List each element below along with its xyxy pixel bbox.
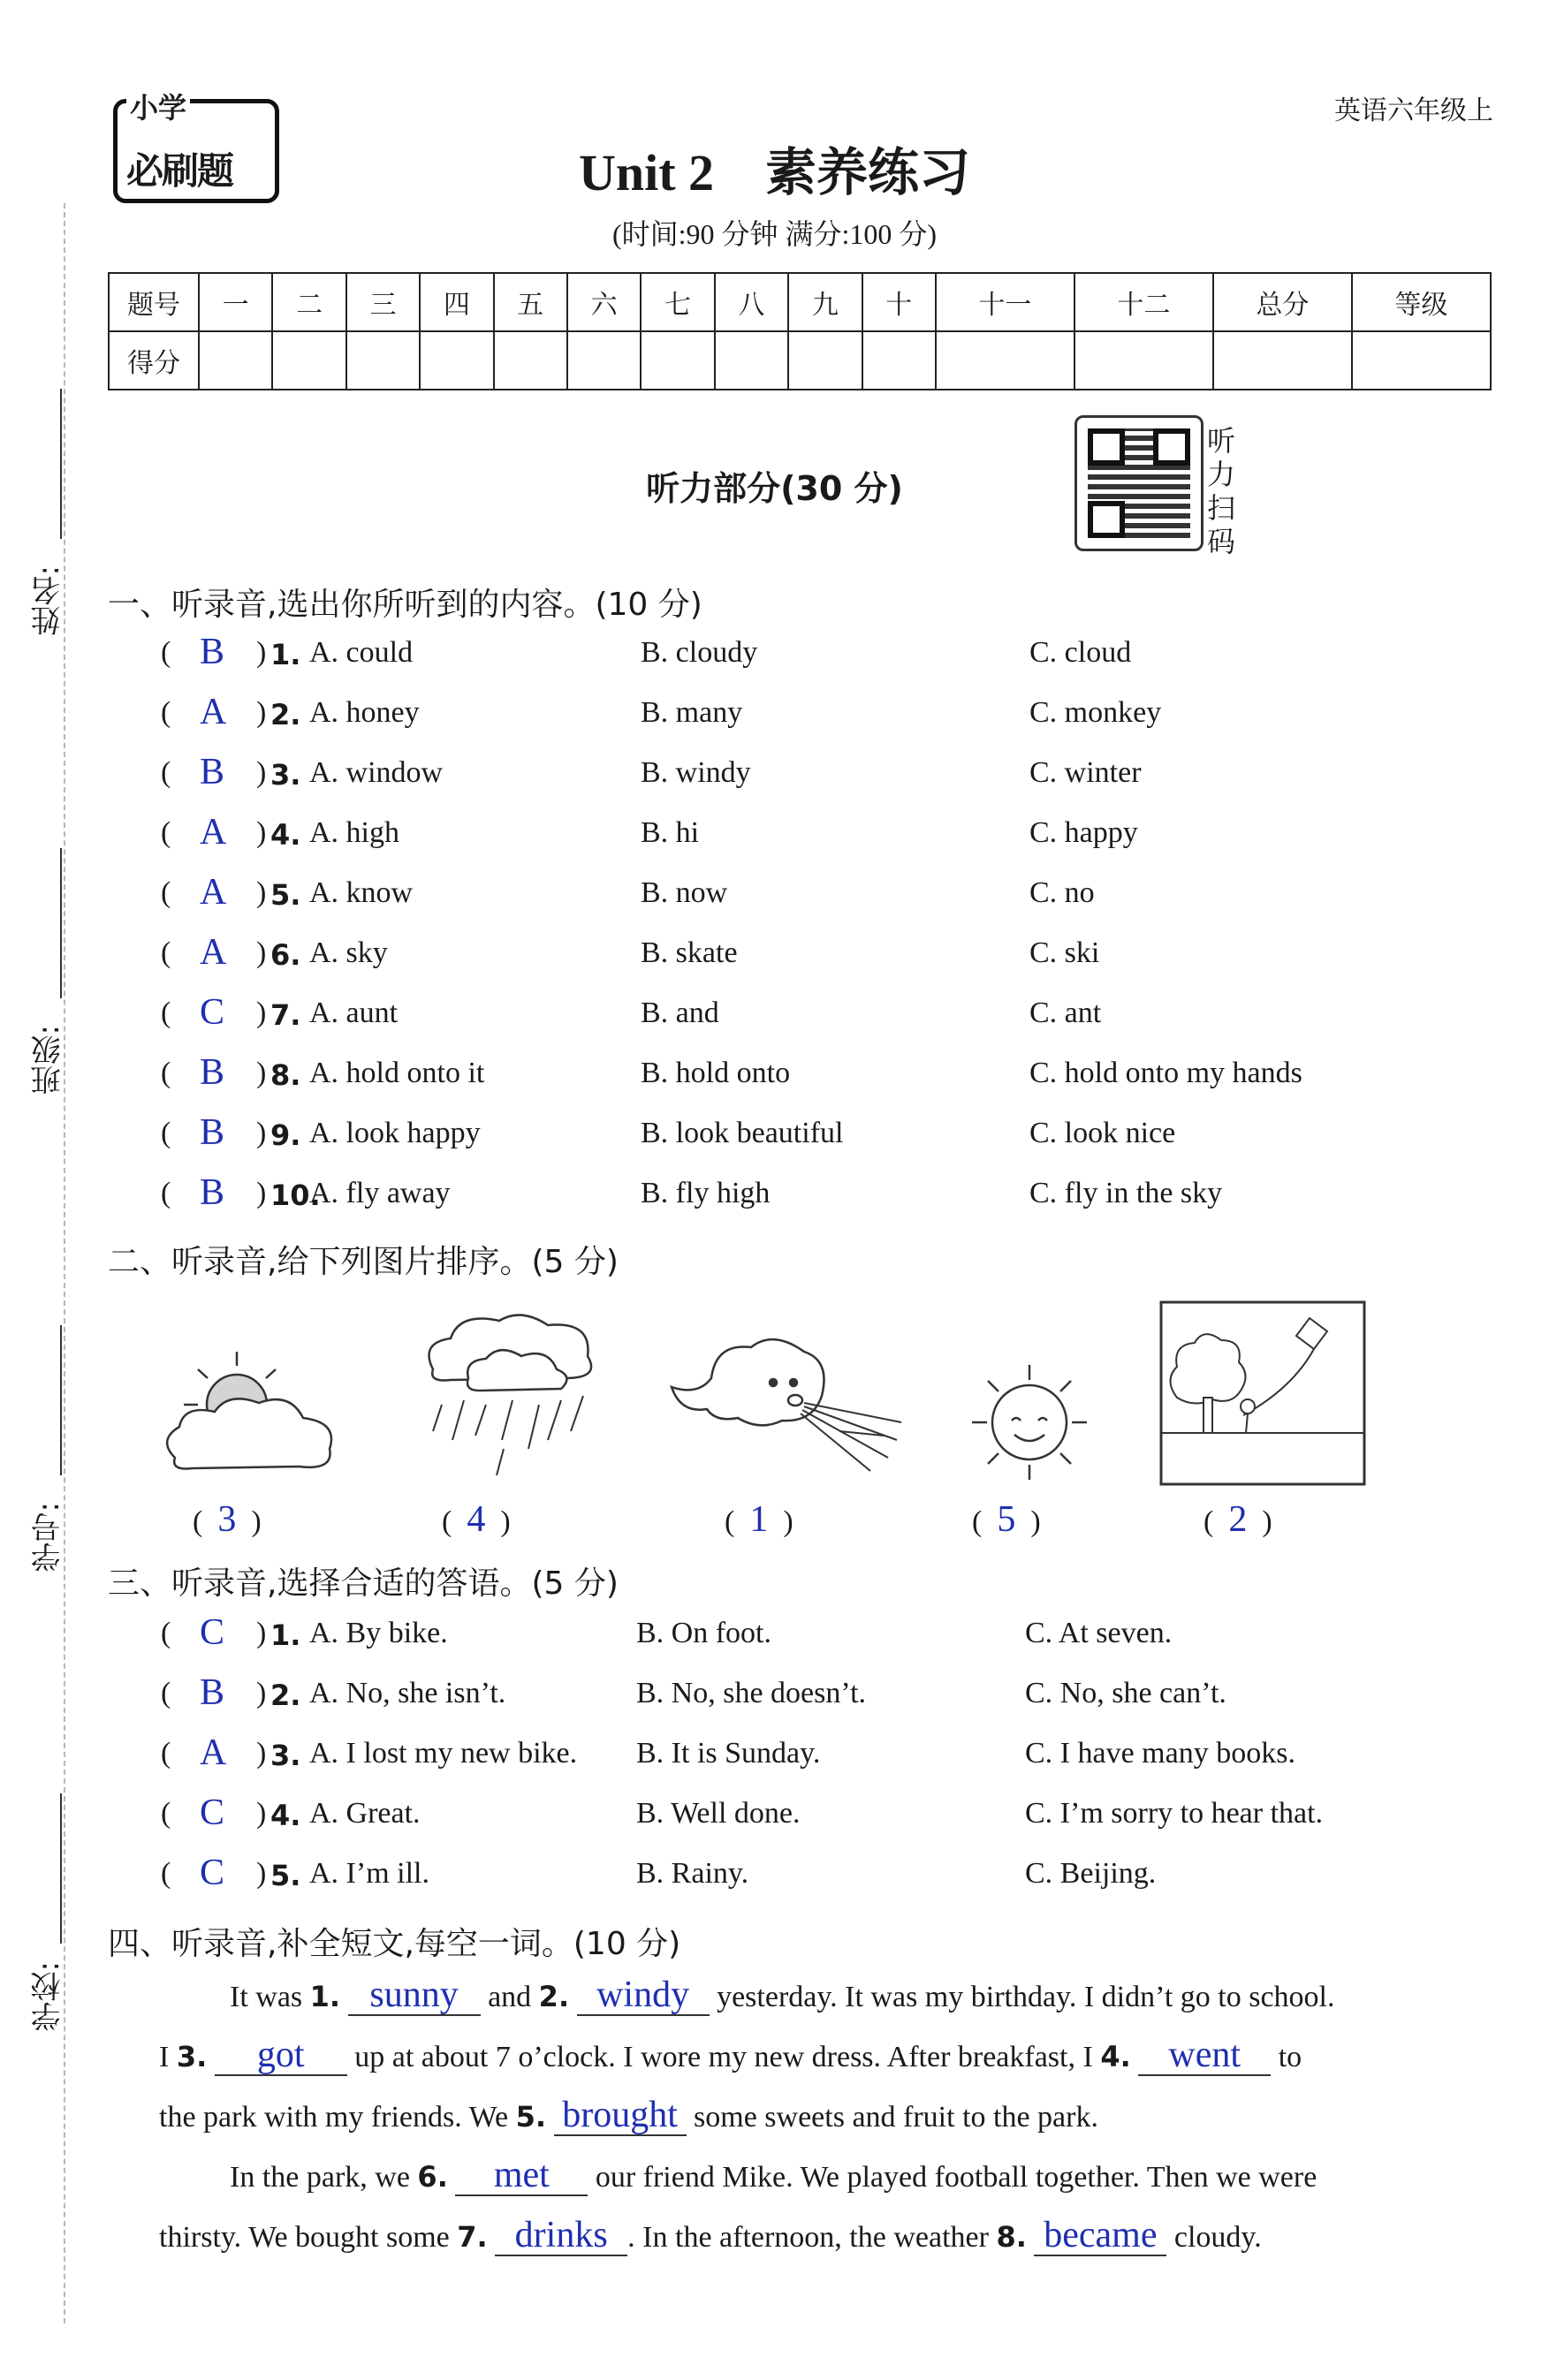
qr-code-icon[interactable] [1074, 415, 1204, 551]
qr-caption-char: 扫 [1206, 491, 1235, 525]
blank-answer[interactable]: drinks [495, 2216, 627, 2256]
question-row [159, 1052, 1484, 1110]
question-number: 10. [270, 1179, 321, 1212]
question-number: 1. [270, 638, 301, 671]
option-c[interactable]: C. At seven. [1025, 1617, 1173, 1649]
question-row [159, 1112, 1484, 1170]
picture-order-answer: ( 5 ) [972, 1499, 1041, 1540]
blank-number: 2. [538, 1980, 570, 2013]
table-col: 十一 [936, 273, 1074, 331]
paren-open: ( [161, 1177, 171, 1209]
score-cell[interactable] [1352, 331, 1491, 390]
option-a[interactable]: A. hold onto it [309, 1057, 485, 1089]
table-col: 四 [420, 273, 493, 331]
table-row-label: 得分 [109, 331, 199, 390]
order-number[interactable]: 2 [1228, 1499, 1248, 1540]
qr-caption-char: 力 [1206, 458, 1235, 491]
question-row [159, 812, 1484, 869]
question-row [159, 1172, 1484, 1230]
passage-text: the park with my friends. We [159, 2101, 516, 2134]
answer-choice[interactable]: A [200, 932, 227, 973]
question-row [159, 872, 1484, 929]
table-col: 十 [862, 273, 936, 331]
question-row [159, 1612, 1484, 1670]
question-row [159, 992, 1484, 1050]
name-label: 姓名: [31, 565, 66, 636]
picture-order-answer: ( 3 ) [193, 1499, 262, 1540]
score-cell[interactable] [199, 331, 272, 390]
page-subtitle: (时间:90 分钟 满分:100 分) [611, 218, 938, 250]
paren-open: ( [161, 1737, 171, 1770]
question-number: 3. [270, 758, 301, 792]
question-row [159, 752, 1484, 809]
score-cell[interactable] [715, 331, 788, 390]
option-b[interactable]: B. now [641, 876, 728, 909]
answer-choice[interactable]: B [200, 1172, 225, 1213]
score-cell[interactable] [272, 331, 345, 390]
option-a[interactable]: A. By bike. [309, 1617, 448, 1649]
passage-text: yesterday. It was my birthday. I didn’t go to school. [709, 1981, 1335, 2013]
table-col: 六 [567, 273, 641, 331]
option-a[interactable]: A. fly away [309, 1177, 451, 1209]
option-b[interactable]: B. Well done. [636, 1797, 801, 1830]
order-number[interactable]: 1 [749, 1499, 769, 1540]
answer-choice[interactable]: A [200, 692, 227, 732]
sun-behind-cloud-icon [157, 1343, 343, 1484]
section2-title: 二、听录音,给下列图片排序。(5 分) [108, 1244, 619, 1280]
option-c[interactable]: C. No, she can’t. [1025, 1677, 1226, 1709]
option-a[interactable]: A. No, she isn’t. [309, 1677, 506, 1709]
option-c[interactable]: C. no [1029, 876, 1095, 909]
paren-close: ) [256, 1677, 267, 1709]
table-col: 十二 [1074, 273, 1213, 331]
question-number: 8. [270, 1058, 301, 1092]
listening-section-title: 听力部分(30 分) [646, 469, 903, 508]
question-number: 4. [270, 1799, 301, 1832]
score-cell[interactable] [862, 331, 936, 390]
blank-answer[interactable]: sunny [348, 1975, 481, 2016]
option-a[interactable]: A. window [309, 756, 444, 789]
blank-answer[interactable]: got [215, 2035, 347, 2076]
table-col: 一 [199, 273, 272, 331]
question-number: 2. [270, 1679, 301, 1712]
option-a[interactable]: A. Great. [309, 1797, 421, 1830]
passage-text: to [1271, 2041, 1302, 2073]
blank-answer[interactable]: met [455, 2156, 588, 2196]
paren-open: ( [161, 997, 171, 1029]
score-cell[interactable] [1074, 331, 1213, 390]
question-row [159, 1672, 1484, 1730]
option-c[interactable]: C. Beijing. [1025, 1857, 1157, 1890]
question-row [159, 1853, 1484, 1910]
picture-order-answer: ( 4 ) [442, 1499, 511, 1540]
blank-number: 1. [309, 1980, 341, 2013]
answer-choice[interactable]: B [200, 1112, 225, 1153]
question-number: 5. [270, 1859, 301, 1892]
option-b[interactable]: B. It is Sunday. [636, 1737, 821, 1770]
blank-number: 4. [1100, 2040, 1131, 2073]
qr-caption [1204, 424, 1239, 558]
option-b[interactable]: B. No, she doesn’t. [636, 1677, 867, 1709]
table-col: 八 [715, 273, 788, 331]
score-table [108, 272, 1492, 390]
paren-open: ( [161, 696, 171, 729]
score-cell[interactable] [641, 331, 714, 390]
paren-close: ) [256, 696, 267, 729]
option-b[interactable]: B. fly high [641, 1177, 771, 1209]
passage-text: thirsty. We bought some [159, 2221, 458, 2254]
blank-number: 7. [457, 2220, 488, 2254]
blank-answer[interactable]: became [1034, 2216, 1166, 2256]
option-b[interactable]: B. cloudy [641, 636, 758, 669]
option-c[interactable]: C. look nice [1029, 1117, 1176, 1149]
score-table-header-row [109, 273, 1491, 331]
option-a[interactable]: A. high [309, 816, 399, 849]
blank-number: 3. [176, 2040, 208, 2073]
paren-open: ( [161, 876, 171, 909]
blank-answer[interactable]: brought [554, 2096, 687, 2136]
option-b[interactable]: B. many [641, 696, 743, 729]
paren-open: ( [161, 936, 171, 969]
paren-open: ( [161, 1057, 171, 1089]
paren-close: ) [256, 1857, 267, 1890]
option-b[interactable]: B. skate [641, 936, 738, 969]
answer-choice[interactable]: B [200, 1672, 225, 1713]
question-row [159, 1793, 1484, 1850]
paren-open: ( [161, 816, 171, 849]
option-a[interactable]: A. know [309, 876, 414, 909]
option-b[interactable]: B. hi [641, 816, 700, 849]
table-col: 二 [272, 273, 345, 331]
option-a[interactable]: A. honey [309, 696, 420, 729]
class-field[interactable] [60, 848, 62, 998]
passage-line [159, 1975, 1481, 2016]
option-b[interactable]: B. hold onto [641, 1057, 791, 1089]
paren-close: ) [256, 876, 267, 909]
section1-title: 一、听录音,选出你所听到的内容。(10 分) [108, 587, 702, 623]
option-b[interactable]: B. look beautiful [641, 1117, 844, 1149]
answer-choice[interactable]: A [200, 872, 227, 913]
book-grade-label: 英语六年级上 [1334, 95, 1493, 126]
score-cell[interactable] [788, 331, 862, 390]
blank-number: 8. [996, 2220, 1027, 2254]
passage-line [159, 2096, 1481, 2136]
blank-number: 5. [515, 2100, 547, 2134]
passage-text: It was [230, 1981, 310, 2013]
school-field[interactable] [60, 1793, 62, 1944]
question-number: 5. [270, 878, 301, 912]
qr-caption-char: 听 [1206, 424, 1235, 458]
passage-text: up at about 7 o’clock. I wore my new dress. After breakfast, I [346, 2041, 1101, 2073]
option-c[interactable]: C. I’m sorry to hear that. [1025, 1797, 1324, 1830]
logo-line1: 小学 [126, 86, 190, 126]
score-cell[interactable] [936, 331, 1074, 390]
answer-choice[interactable]: B [200, 1052, 225, 1093]
answer-choice[interactable]: B [200, 632, 225, 672]
answer-choice[interactable]: A [200, 812, 227, 853]
option-c[interactable]: C. ant [1029, 997, 1102, 1029]
passage-text: I [159, 2041, 177, 2073]
score-cell[interactable] [494, 331, 567, 390]
blank-answer[interactable]: windy [577, 1975, 710, 2016]
paren-open: ( [161, 1677, 171, 1709]
order-number[interactable]: 3 [217, 1499, 237, 1540]
picture-order-answer: ( 1 ) [725, 1499, 793, 1540]
blank-number: 6. [417, 2160, 448, 2194]
passage-text: . In the afternoon, the weather [627, 2221, 997, 2254]
paren-close: ) [256, 936, 267, 969]
option-b[interactable]: B. Rainy. [636, 1857, 749, 1890]
option-c[interactable]: C. happy [1029, 816, 1138, 849]
option-c[interactable]: C. winter [1029, 756, 1142, 789]
paren-open: ( [161, 756, 171, 789]
section4-title: 四、听录音,补全短文,每空一词。(10 分) [108, 1926, 681, 1962]
option-c[interactable]: C. hold onto my hands [1029, 1057, 1302, 1089]
option-c[interactable]: C. cloud [1029, 636, 1132, 669]
question-number: 6. [270, 938, 301, 972]
passage-text: and [480, 1981, 539, 2013]
question-number: 9. [270, 1118, 301, 1152]
table-col: 等级 [1352, 273, 1491, 331]
question-row [159, 932, 1484, 989]
option-a[interactable]: A. could [309, 636, 414, 669]
wind-cloud-icon [663, 1325, 910, 1484]
passage-text: some sweets and fruit to the park. [686, 2101, 1098, 2134]
paren-close: ) [256, 1617, 267, 1649]
answer-choice[interactable]: C [200, 992, 225, 1033]
smiling-sun-icon [963, 1361, 1096, 1484]
passage-line [159, 2156, 1481, 2196]
question-number: 4. [270, 818, 301, 852]
score-table-score-row [109, 331, 1491, 390]
question-row [159, 1732, 1484, 1790]
score-cell[interactable] [1213, 331, 1352, 390]
option-c[interactable]: C. ski [1029, 936, 1100, 969]
option-a[interactable]: A. I lost my new bike. [309, 1737, 578, 1770]
passage-text: our friend Mike. We played football together. Then we were [588, 2161, 1317, 2194]
question-row [159, 632, 1484, 689]
score-cell[interactable] [420, 331, 493, 390]
question-row [159, 692, 1484, 749]
paren-close: ) [256, 1737, 267, 1770]
logo-line2: 必刷题 [126, 149, 233, 193]
answer-choice[interactable]: C [200, 1853, 225, 1893]
option-b[interactable]: B. windy [641, 756, 751, 789]
paren-close: ) [256, 1797, 267, 1830]
paren-open: ( [161, 1857, 171, 1890]
answer-choice[interactable]: C [200, 1612, 225, 1653]
option-c[interactable]: C. fly in the sky [1029, 1177, 1223, 1209]
passage-text: cloudy. [1166, 2221, 1262, 2254]
student-no-field[interactable] [60, 1325, 62, 1475]
answer-choice[interactable]: C [200, 1793, 225, 1833]
table-col: 七 [641, 273, 714, 331]
score-cell[interactable] [567, 331, 641, 390]
table-row-label: 题号 [109, 273, 199, 331]
section3-title: 三、听录音,选择合适的答语。(5 分) [108, 1565, 619, 1602]
paren-close: ) [256, 636, 267, 669]
paren-open: ( [161, 1797, 171, 1830]
rain-cloud-icon [415, 1307, 610, 1484]
option-a[interactable]: A. look happy [309, 1117, 481, 1149]
option-b[interactable]: B. On foot. [636, 1617, 771, 1649]
table-col: 总分 [1213, 273, 1352, 331]
page-title: Unit 2 素养练习 [578, 144, 971, 201]
answer-choice[interactable]: B [200, 752, 225, 792]
question-number: 7. [270, 998, 301, 1032]
class-label: 班级: [31, 1025, 66, 1095]
option-a[interactable]: A. sky [309, 936, 388, 969]
student-no-label: 学号: [31, 1502, 66, 1573]
option-a[interactable]: A. I’m ill. [309, 1857, 429, 1890]
question-number: 1. [270, 1618, 301, 1652]
question-number: 3. [270, 1739, 301, 1772]
passage-line [159, 2035, 1481, 2076]
qr-caption-char: 码 [1206, 525, 1235, 558]
paren-close: ) [256, 816, 267, 849]
answer-choice[interactable]: A [200, 1732, 227, 1773]
paren-close: ) [256, 997, 267, 1029]
order-number[interactable]: 5 [997, 1499, 1016, 1540]
school-label: 学校: [31, 1961, 66, 2032]
order-number[interactable]: 4 [467, 1499, 486, 1540]
paren-close: ) [256, 1117, 267, 1149]
score-cell[interactable] [346, 331, 420, 390]
paren-close: ) [256, 1057, 267, 1089]
table-col: 五 [494, 273, 567, 331]
table-col: 九 [788, 273, 862, 331]
option-c[interactable]: C. I have many books. [1025, 1737, 1295, 1770]
paren-open: ( [161, 1117, 171, 1149]
option-a[interactable]: A. aunt [309, 997, 399, 1029]
passage-line [159, 2216, 1481, 2256]
blank-answer[interactable]: went [1138, 2035, 1271, 2076]
paren-close: ) [256, 756, 267, 789]
picture-order-answer: ( 2 ) [1204, 1499, 1272, 1540]
question-number: 2. [270, 698, 301, 731]
option-c[interactable]: C. monkey [1029, 696, 1162, 729]
paren-open: ( [161, 636, 171, 669]
passage-text: In the park, we [230, 2161, 418, 2194]
table-col: 三 [346, 273, 420, 331]
paren-close: ) [256, 1177, 267, 1209]
paren-open: ( [161, 1617, 171, 1649]
option-b[interactable]: B. and [641, 997, 719, 1029]
kite-park-picture [1159, 1300, 1366, 1486]
